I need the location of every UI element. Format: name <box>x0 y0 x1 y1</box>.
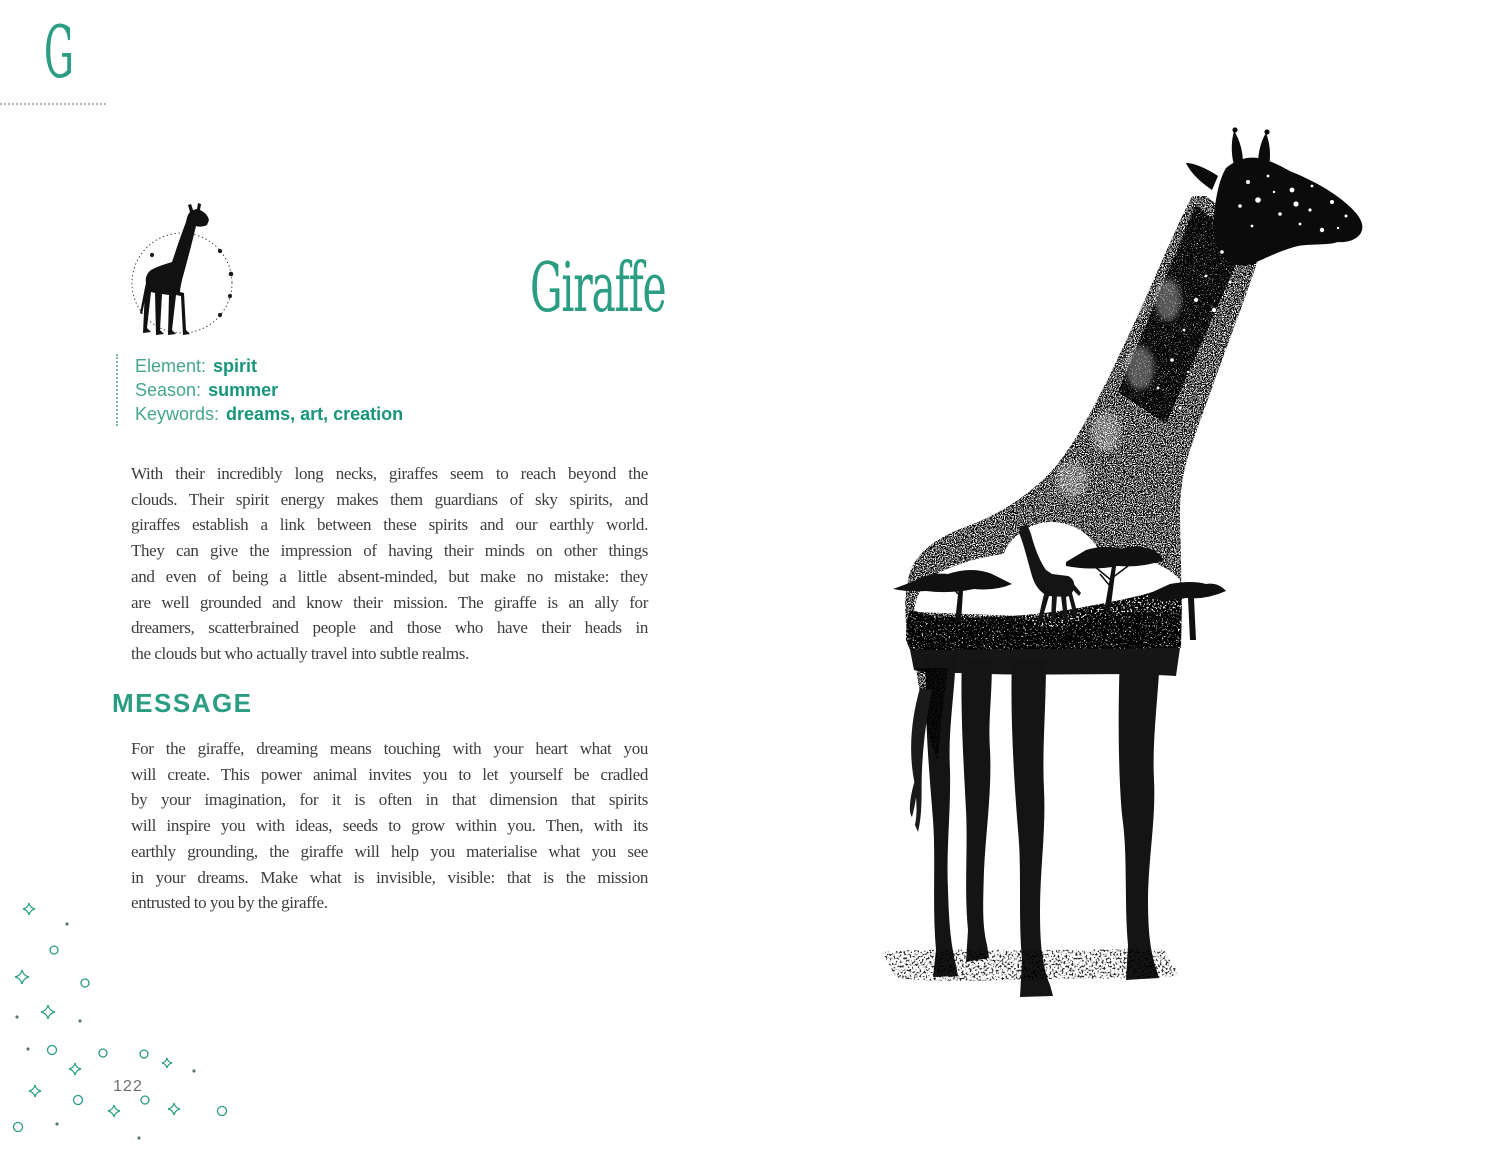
text-line: by your imagination, for it is often in that dimension that spirits <box>131 790 648 810</box>
ring-icon <box>14 1123 23 1132</box>
text-line: dreamers, scatterbrained people and those who have their heads in <box>131 618 648 638</box>
text-line: will create. This power animal invites you to let yourself be cradled <box>131 764 648 784</box>
text-line: and even of being a little absent-minded, but make no mistake: they <box>131 566 648 586</box>
text-line: For the giraffe, dreaming means touching with your heart what you <box>131 739 648 758</box>
text-line: the clouds but who actually travel into subtle realms. <box>131 643 469 663</box>
text-line: clouds. Their spirit energy makes them guardians of sky spirits, and <box>131 489 648 509</box>
text-line: in your dreams. Make what is invisible, visible: that is the mission <box>131 867 648 887</box>
attribute-value: spirit <box>213 356 258 376</box>
sparkle-star-icon <box>41 1005 55 1019</box>
page-number: 122 <box>113 1078 143 1095</box>
message-heading: MESSAGE <box>112 688 253 718</box>
sparkle-star-icon <box>15 970 29 984</box>
ring-icon <box>99 1049 107 1057</box>
ring-icon <box>48 1046 57 1055</box>
ring-icon <box>50 946 58 954</box>
message-paragraph <box>131 736 648 916</box>
text-line: entrusted to you by the giraffe. <box>131 893 328 913</box>
text-line: They can give the impression of having their minds on other things <box>131 541 648 561</box>
text-line: earthly grounding, the giraffe will help you materialise what you see <box>131 841 648 861</box>
dot-icon <box>137 1136 140 1139</box>
attribute-value: dreams, art, creation <box>226 404 404 424</box>
dot-icon <box>192 1069 195 1072</box>
giraffe-ear <box>1186 163 1218 190</box>
sparkle-decorations <box>0 895 250 1151</box>
attribute-label: Season: <box>135 380 202 400</box>
attribute-row <box>135 402 403 426</box>
sparkle-star-icon <box>108 1105 120 1117</box>
sparkle-star-icon <box>69 1063 81 1075</box>
dot-icon <box>15 1015 18 1018</box>
text-line: will inspire you with ideas, seeds to grow within you. Then, with its <box>131 816 648 836</box>
attribute-row <box>135 354 403 378</box>
sparkle-star-icon <box>168 1103 180 1115</box>
attribute-value: summer <box>208 380 279 400</box>
dot-icon <box>55 1122 58 1125</box>
sparkle-star-icon <box>23 903 35 915</box>
ground-shadow <box>882 949 1180 981</box>
text-line: are well grounded and know their mission. The giraffe is an ally for <box>131 592 648 612</box>
ring-icon <box>74 1096 83 1105</box>
dot-icon <box>65 922 68 925</box>
dot-icon <box>26 1047 29 1050</box>
ring-icon <box>141 1096 149 1104</box>
attribute-row <box>135 378 403 402</box>
text-line: With their incredibly long necks, giraffes seem to reach beyond the <box>131 464 648 483</box>
attribute-label: Keywords: <box>135 404 220 424</box>
text-line: giraffes establish a link between these spirits and our earthly world. <box>131 515 648 535</box>
ring-icon <box>81 979 89 987</box>
ring-icon <box>218 1107 227 1116</box>
giraffe-circle-icon <box>122 200 242 340</box>
giraffe-savanna-artwork <box>855 95 1385 1025</box>
giraffe-legs <box>926 655 1160 997</box>
intro-paragraph <box>131 461 648 667</box>
sparkle-star-icon <box>162 1058 172 1068</box>
dot-icon <box>78 1019 81 1022</box>
section-divider-rule <box>0 103 106 105</box>
ring-icon <box>140 1050 148 1058</box>
entry-title: Giraffe <box>530 249 666 328</box>
attribute-label: Element: <box>135 356 207 376</box>
attribute-list <box>116 354 403 426</box>
section-letter: G <box>44 10 74 94</box>
sparkle-star-icon <box>29 1085 41 1097</box>
badge-giraffe-silhouette <box>140 203 209 335</box>
